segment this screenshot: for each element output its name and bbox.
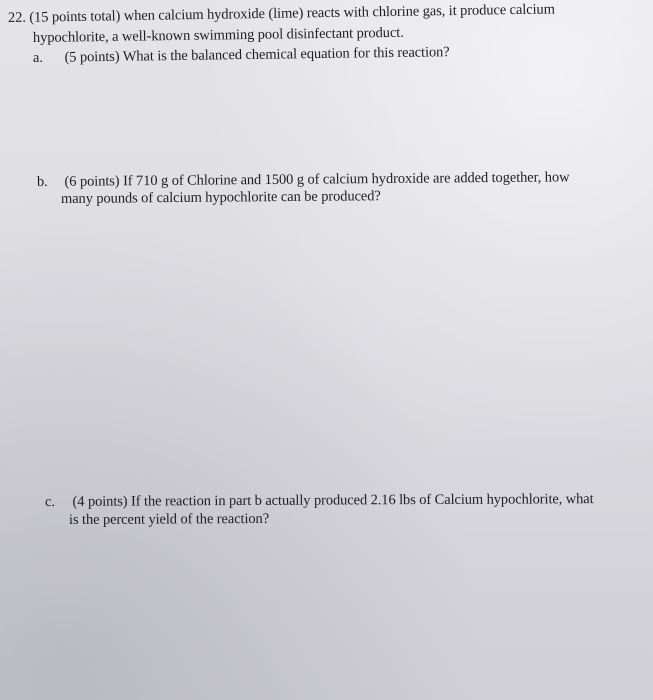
part-b-label: b.: [36, 173, 48, 190]
part-a-label: a.: [32, 49, 43, 66]
part-b-line-1: [37, 169, 570, 191]
question-intro-text-2: hypochlorite, a well-known swimming pool disinfectant product.: [32, 24, 404, 46]
part-c-text-2: is the percent yield of the reaction?: [68, 510, 270, 528]
part-a: [33, 44, 450, 67]
question-intro-line-1: [8, 1, 555, 27]
question-intro-line-2: [33, 25, 404, 47]
part-b-line-2: [61, 188, 381, 208]
part-c-label: c.: [44, 493, 55, 510]
part-b-text-1: (6 points) If 710 g of Chlorine and 1500 g of calcium hydroxide are added together, how: [64, 169, 570, 190]
part-c-text-1: (4 points) If the reaction in part b actually produced 2.16 lbs of Calcium hypochlorite, what: [72, 491, 594, 510]
part-a-text: (5 points) What is the balanced chemical equation for this reaction?: [64, 44, 450, 66]
question-number: 22.: [7, 9, 26, 26]
part-c-line-2: [69, 511, 269, 529]
question-intro-text-1: (15 points total) when calcium hydroxide (lime) reacts with chlorine gas, it produce calcium: [29, 1, 555, 26]
part-b-text-2: many pounds of calcium hypochlorite can be produced?: [60, 188, 381, 207]
part-c-line-1: [45, 491, 594, 511]
